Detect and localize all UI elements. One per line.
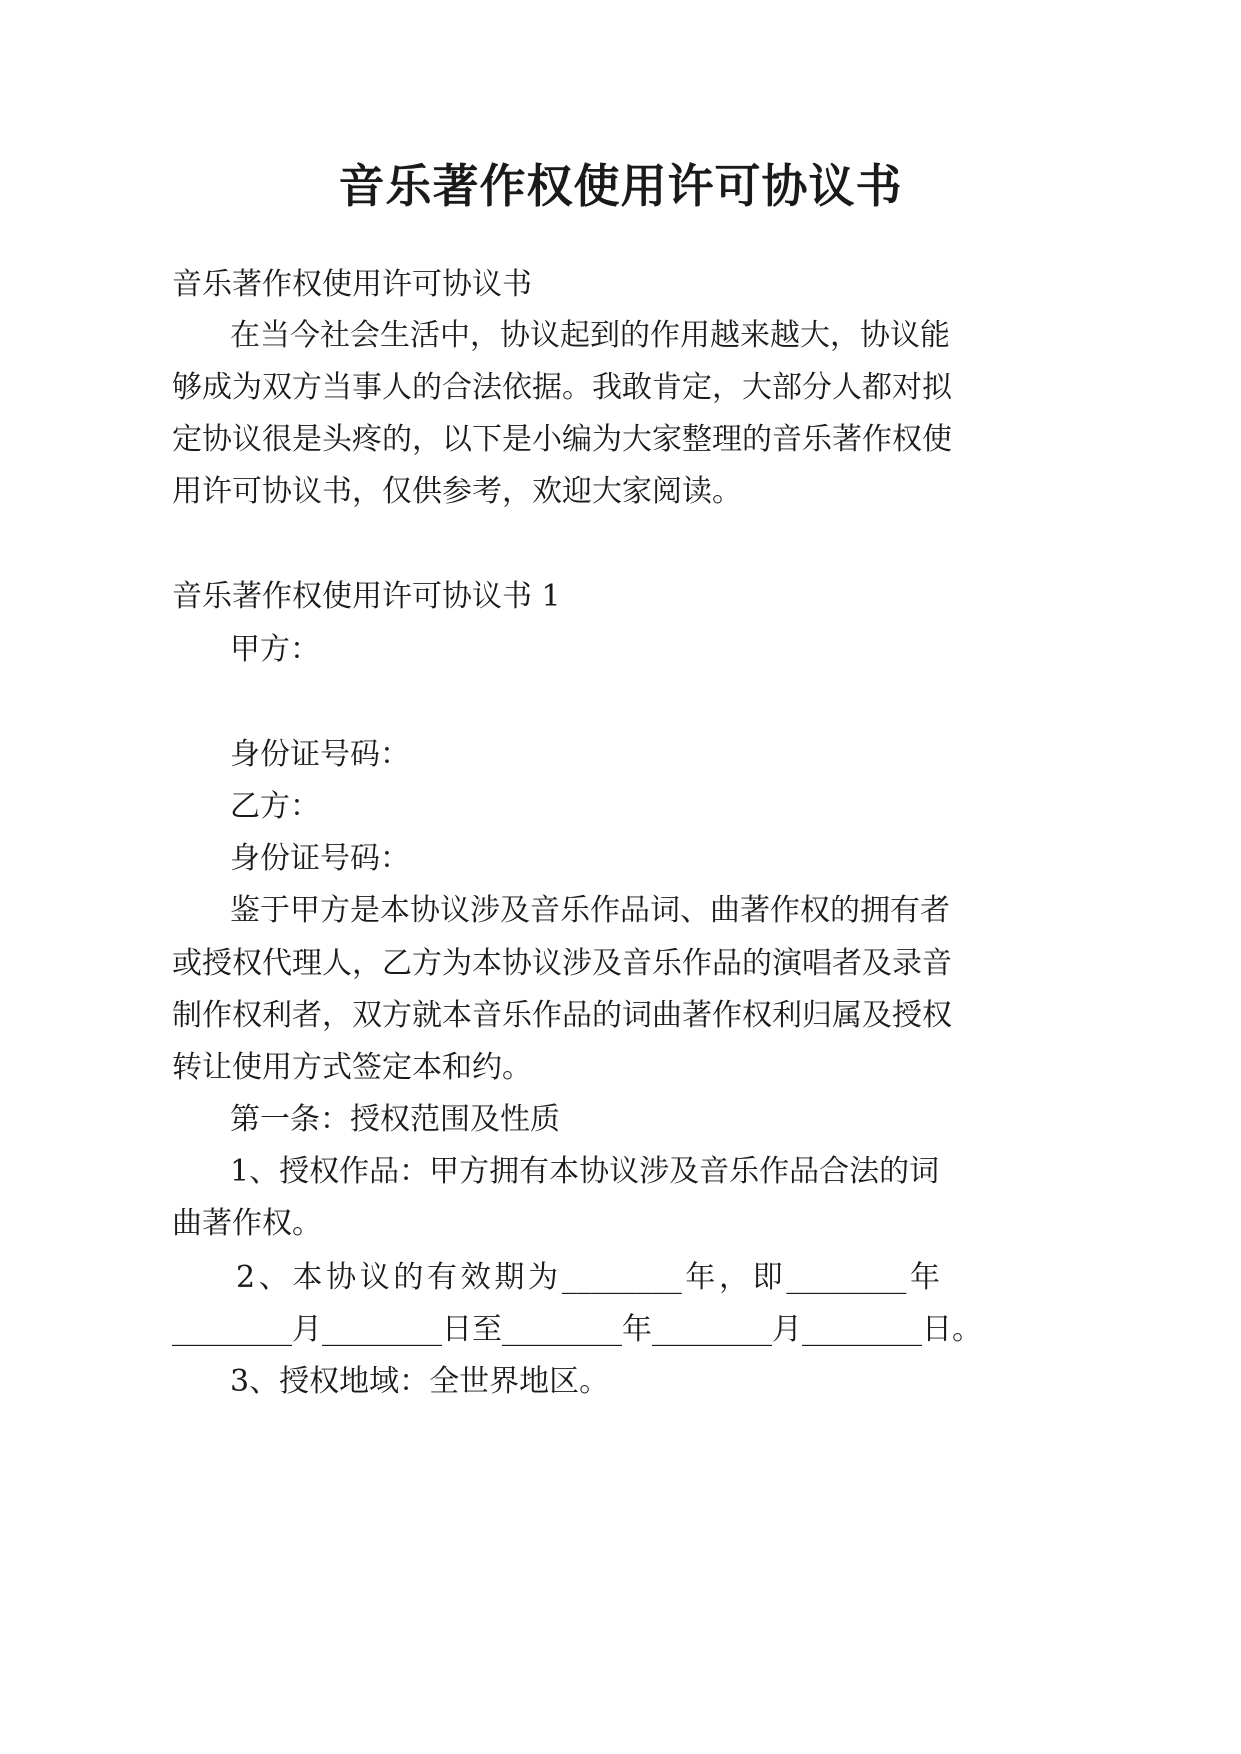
party-a-label: 甲方： (230, 632, 320, 667)
clause-2-line-2: ________月________日至________年________月________日。 (172, 1312, 982, 1347)
preamble-line-2: 或授权代理人，乙方为本协议涉及音乐作品的演唱者及录音 (172, 946, 952, 981)
document-subtitle: 音乐著作权使用许可协议书 (172, 267, 532, 302)
section-heading: 音乐著作权使用许可协议书 1 (172, 579, 561, 614)
clause-3: 3、授权地域：全世界地区。 (230, 1364, 610, 1399)
intro-line-1: 在当今社会生活中，协议起到的作用越来越大，协议能 (230, 318, 950, 353)
party-b-label: 乙方： (230, 789, 320, 824)
article-1-heading: 第一条：授权范围及性质 (230, 1102, 560, 1137)
clause-1-line-1: 1、授权作品：甲方拥有本协议涉及音乐作品合法的词 (230, 1154, 940, 1189)
intro-line-3: 定协议很是头疼的，以下是小编为大家整理的音乐著作权使 (172, 422, 952, 457)
party-b-id-label: 身份证号码： (230, 841, 410, 876)
clause-2-line-1: 2、本协议的有效期为________年，即________年 (236, 1260, 940, 1295)
preamble-line-4: 转让使用方式签定本和约。 (172, 1050, 532, 1085)
party-a-id-label: 身份证号码： (230, 737, 410, 772)
preamble-line-1: 鉴于甲方是本协议涉及音乐作品词、曲著作权的拥有者 (230, 893, 950, 928)
preamble-line-3: 制作权利者，双方就本音乐作品的词曲著作权利归属及授权 (172, 998, 952, 1033)
clause-1-line-2: 曲著作权。 (172, 1206, 322, 1241)
intro-line-2: 够成为双方当事人的合法依据。我敢肯定，大部分人都对拟 (172, 370, 952, 405)
document-title: 音乐著作权使用许可协议书 (338, 159, 903, 213)
intro-line-4: 用许可协议书，仅供参考，欢迎大家阅读。 (172, 474, 742, 509)
